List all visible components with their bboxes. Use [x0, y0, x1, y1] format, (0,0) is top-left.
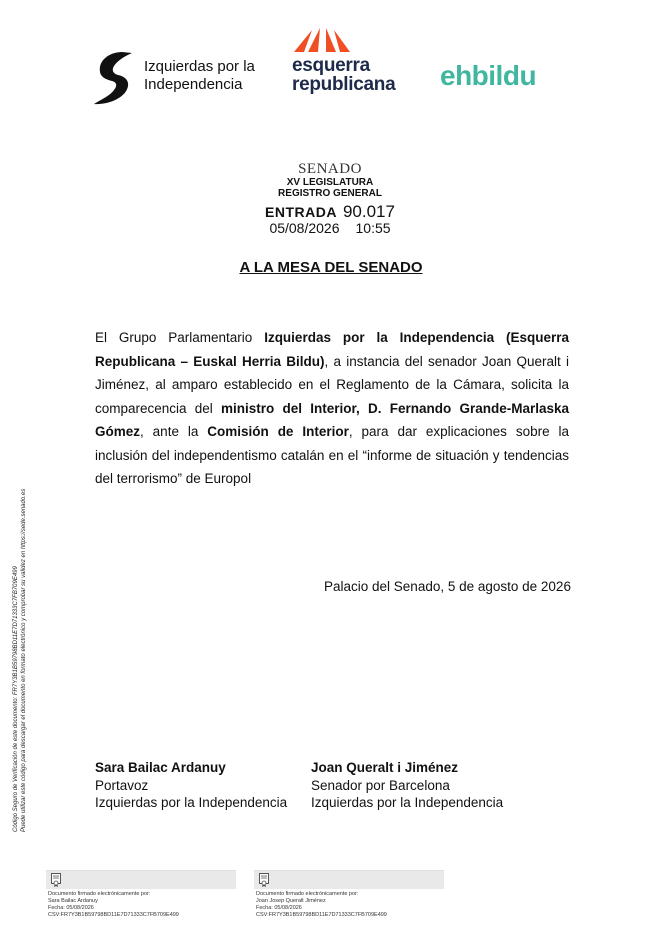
ixi-s-mark-icon [92, 50, 134, 106]
signatory-role: Senador por Barcelona [311, 777, 450, 793]
e-signature-info: Documento firmado electrónicamente por: Sara Bailac Ardanuy Fecha: 05/08/2026 CSV:FR7Y3B1B59798BD11E7D71333C7FB709E499 [48, 891, 179, 918]
ixi-logo-text: Izquierdas por la Independencia [144, 58, 255, 93]
e-signature-info: Documento firmado electrónicamente por: Joan Josep Queralt Jiménez Fecha: 05/08/2026 CSV:FR7Y3B1B59798BD11E7D71333C7FB709E499 [256, 891, 387, 918]
signatory-group: Izquierdas por la Independencia [95, 795, 288, 810]
erc-logo [292, 26, 417, 98]
signatory-block [311, 759, 503, 812]
certificate-icon [51, 873, 61, 887]
e-signature-box [254, 870, 444, 927]
ehbildu-logo: ehbildu [440, 60, 537, 91]
document-title: A LA MESA DEL SENADO [239, 259, 423, 276]
stamp-datetime [250, 220, 410, 237]
signatory-group: Izquierdas por la Independencia [311, 795, 504, 810]
ixi-logo [92, 50, 282, 108]
stamp-registro: REGISTRO GENERAL [278, 188, 382, 199]
stamp-time: 10:55 [355, 220, 391, 236]
stamp-senado: SENADO [298, 161, 362, 177]
stamp-entrada-number: 90.017 [342, 202, 395, 221]
erc-arrows-icon [292, 26, 354, 54]
stamp-legislatura: XV LEGISLATURA [286, 177, 374, 188]
e-signature-box [46, 870, 236, 927]
place-date: Palacio del Senado, 5 de agosto de 2026 [324, 579, 571, 594]
stamp-entrada [250, 204, 410, 220]
certificate-icon [259, 873, 269, 887]
signatory-block [95, 759, 287, 812]
registration-stamp [250, 161, 410, 237]
signatory-name: Joan Queralt i Jiménez [311, 760, 459, 775]
body-paragraph: El Grupo Parlamentario Izquierdas por la Independencia (Esquerra Republicana – Euskal Herria Bildu), a instancia del senador Joan Queralt i Jiménez, al amparo establecido en el Reglamento de la Cámara, solicita la comparecencia del ministro del Interior, D. Fernando Grande-Marlaska Gómez, ante la Comisión de Interior, para dar explicaciones sobre la inclusión del independentismo catalán en el “informe de situación y tendencias del terrorismo” de Europol [95, 330, 570, 486]
stamp-date: 05/08/2026 [269, 220, 340, 236]
e-signature-bar [254, 871, 444, 889]
verification-margin-note: Código Seguro de Verificación de este documento: FR7Y3B1B59798BD11E7D71333C7FB709E499 Puede utilizar este código para descargar el documento en formato electrónico y comprobar su validez en https://sede.senado.es [13, 488, 27, 832]
stamp-entrada-label: ENTRADA [265, 204, 337, 220]
signatory-name: Sara Bailac Ardanuy [95, 760, 226, 775]
e-signature-bar [46, 871, 236, 889]
erc-logo-text: esquerra republicana [292, 55, 396, 95]
signatory-role: Portavoz [95, 777, 149, 793]
